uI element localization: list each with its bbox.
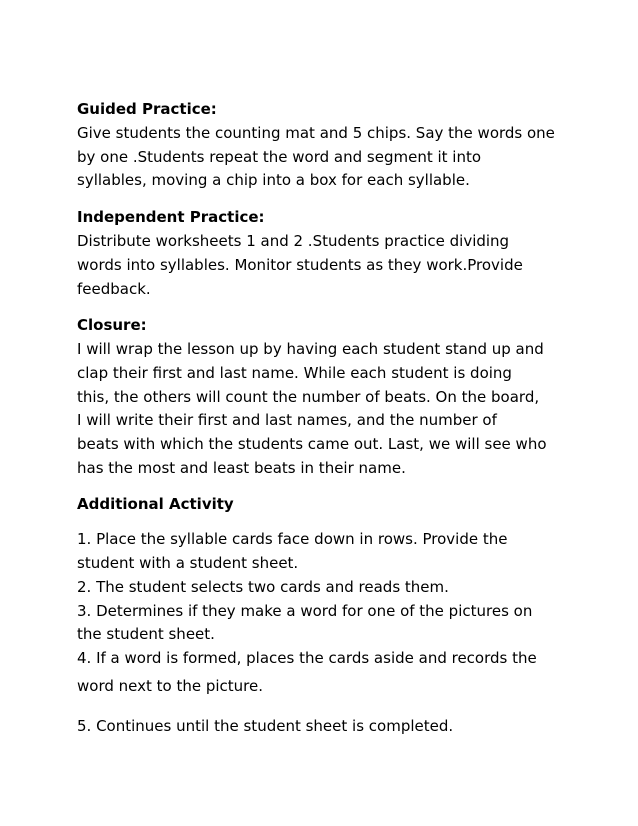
body-line: Distribute worksheets 1 and 2 .Students practice dividing <box>77 232 510 251</box>
document-page <box>77 99 622 752</box>
activity-line: 2. The student selects two cards and reads them. <box>77 577 449 596</box>
independent-practice-section <box>77 207 622 301</box>
activity-line: 3. Determines if they make a word for one of the pictures on <box>77 601 533 620</box>
body-line: this, the others will count the number of beats. On the board, <box>77 387 540 406</box>
body-line: feedback. <box>77 279 151 298</box>
activity-line: the student sheet. <box>77 625 215 644</box>
body-line: beats with which the students came out. Last, we will see who <box>77 435 547 454</box>
additional-activity-section <box>77 494 622 738</box>
activity-line: 4. If a word is formed, places the cards aside and records the <box>77 648 537 667</box>
activity-line: word next to the picture. <box>77 676 264 695</box>
body-line: words into syllables. Monitor students as they work.Provide <box>77 255 523 274</box>
section-heading: Additional Activity <box>77 495 234 514</box>
section-heading: Independent Practice: <box>77 208 265 227</box>
body-line: has the most and least beats in their name. <box>77 458 406 477</box>
body-line: syllables, moving a chip into a box for each syllable. <box>77 171 470 190</box>
body-line: I will wrap the lesson up by having each student stand up and <box>77 340 544 359</box>
section-heading: Closure: <box>77 316 147 335</box>
body-line: by one .Students repeat the word and segment it into <box>77 147 482 166</box>
activity-line: student with a student sheet. <box>77 554 299 573</box>
body-line: I will write their first and last names, and the number of <box>77 411 497 430</box>
closure-section <box>77 315 622 480</box>
guided-practice-section <box>77 99 622 193</box>
section-heading: Guided Practice: <box>77 100 217 118</box>
body-line: clap their first and last name. While each student is doing <box>77 363 512 382</box>
activity-line: 5. Continues until the student sheet is completed. <box>77 716 454 735</box>
body-line: Give students the counting mat and 5 chips. Say the words one <box>77 124 555 142</box>
activity-line: 1. Place the syllable cards face down in rows. Provide the <box>77 530 508 549</box>
